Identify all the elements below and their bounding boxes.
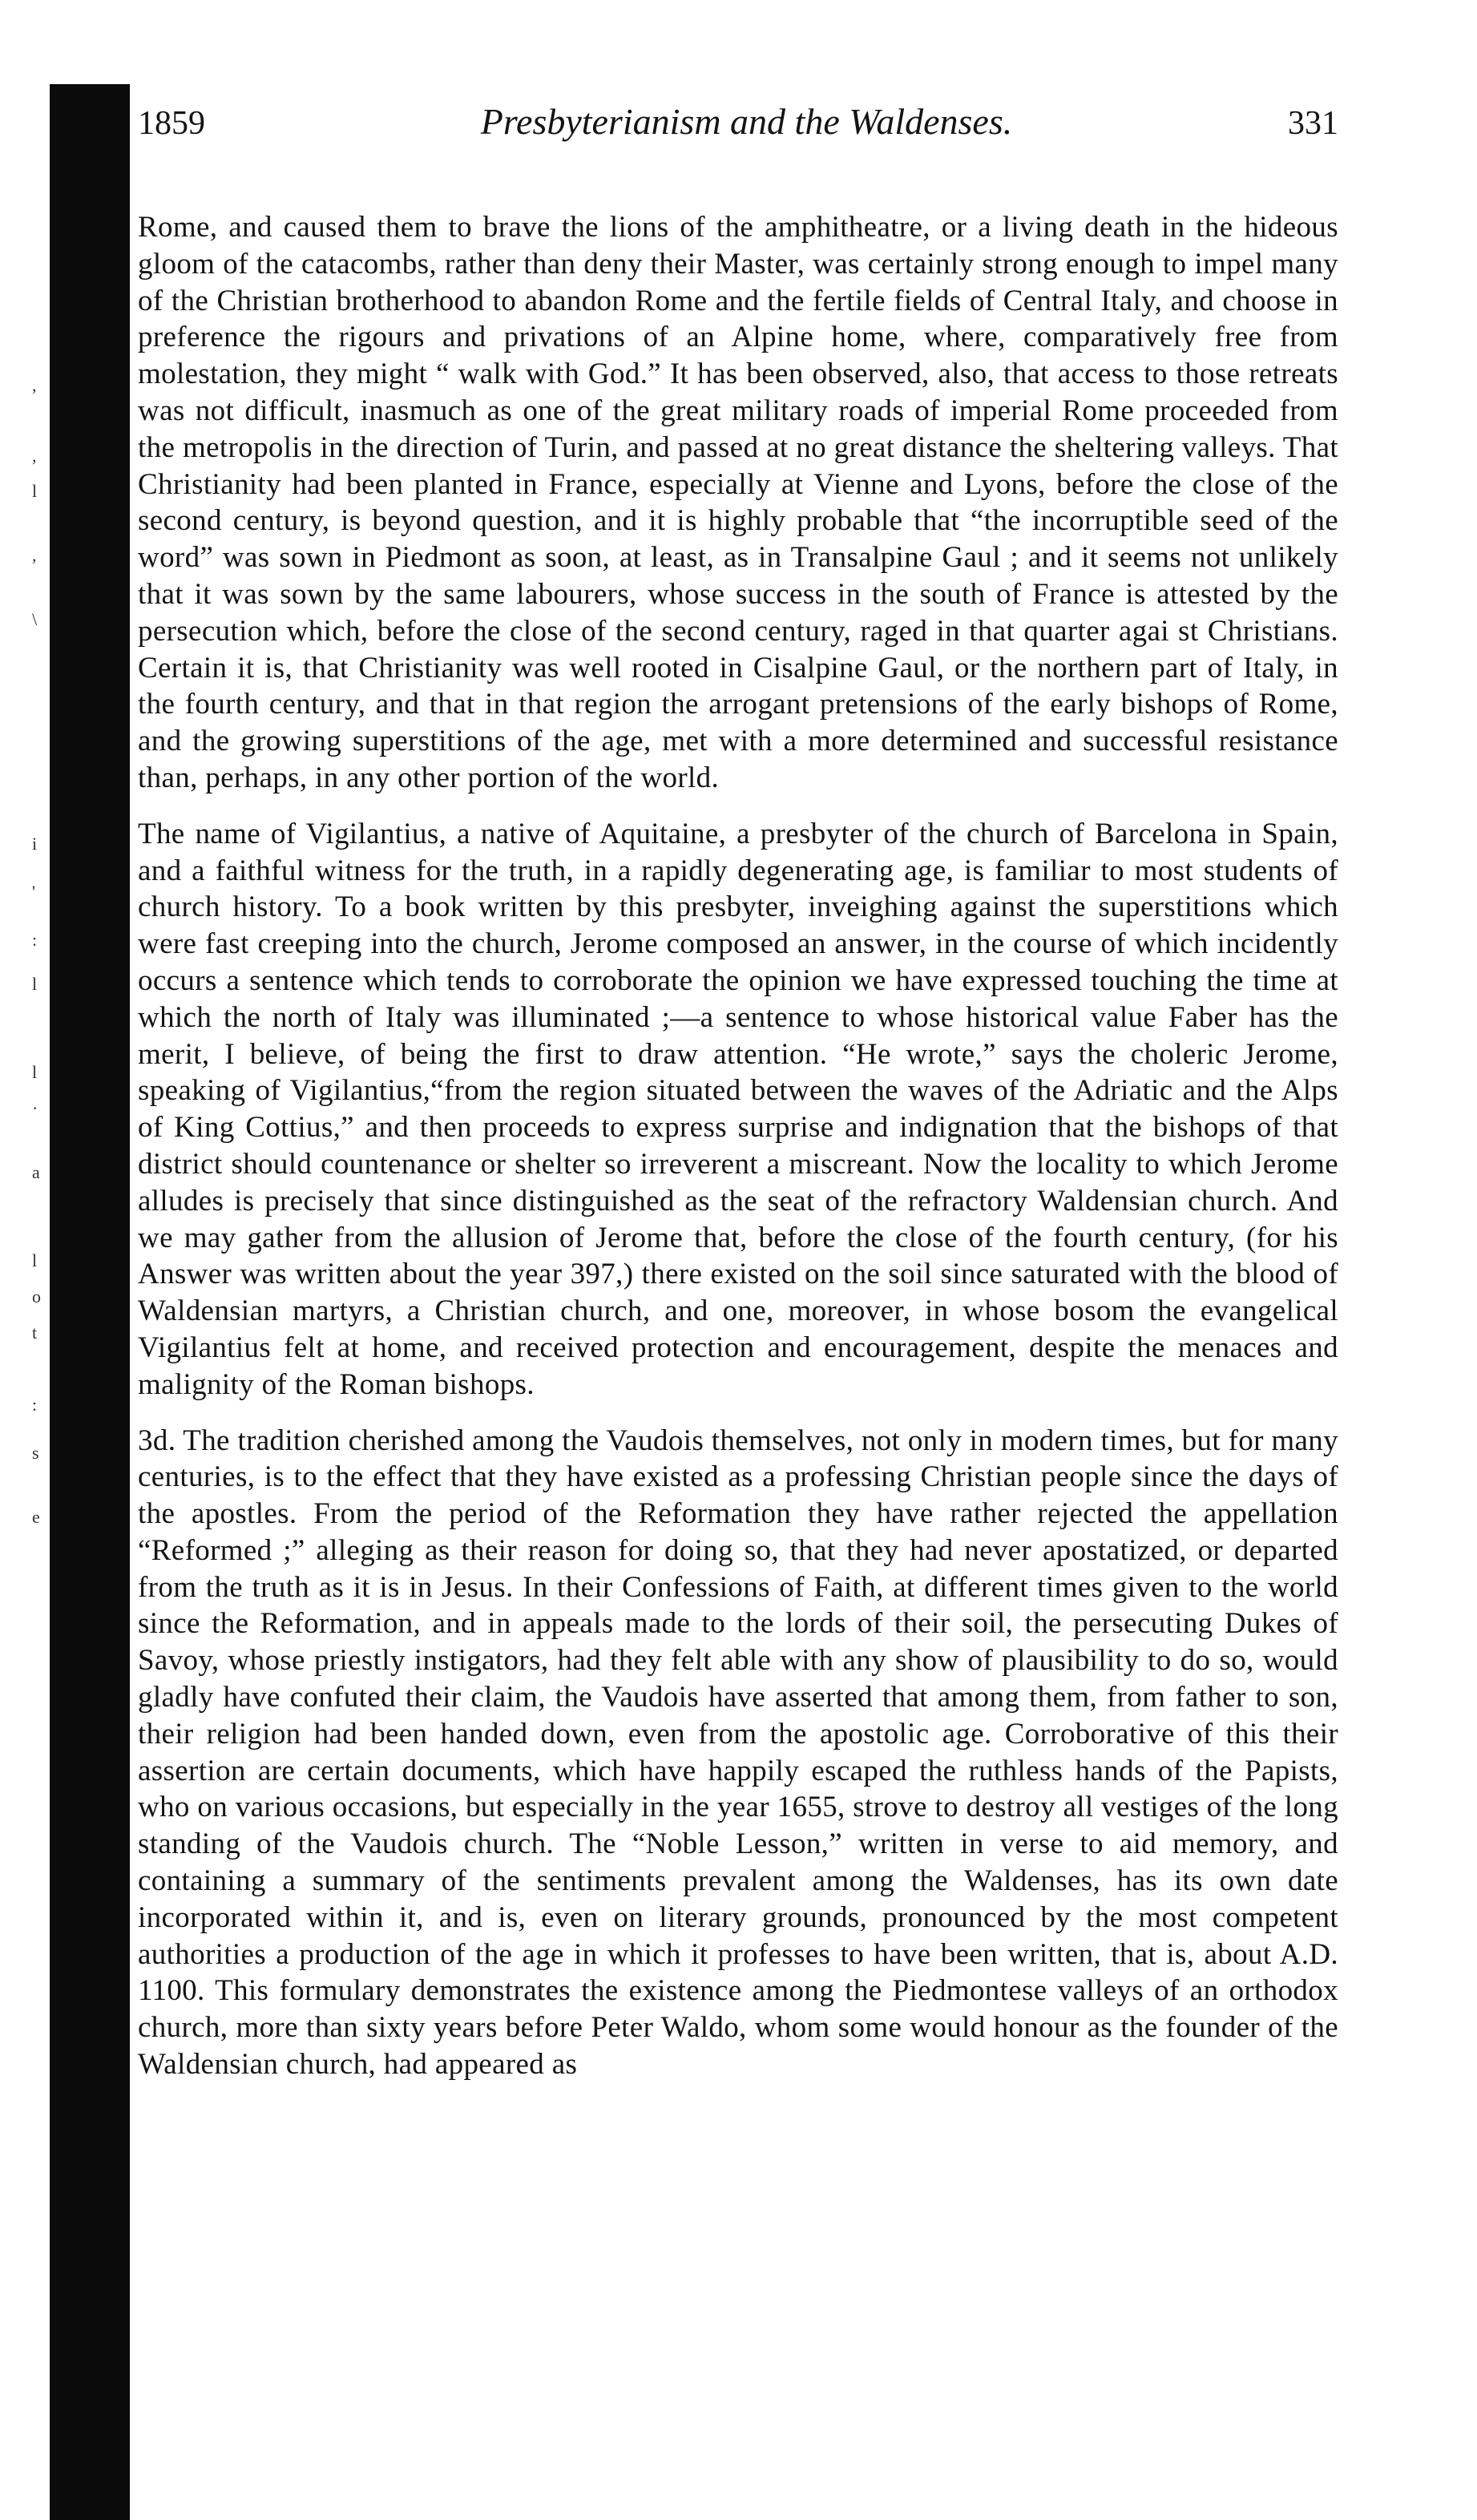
margin-mark: l	[32, 1062, 38, 1082]
margin-mark: e	[32, 1507, 40, 1527]
margin-mark: t	[32, 1323, 38, 1343]
text-body	[138, 209, 1338, 2083]
margin-mark: l	[32, 481, 38, 501]
header-year: 1859	[138, 105, 205, 142]
margin-mark: a	[32, 1162, 40, 1182]
margin-mark: i	[32, 834, 38, 854]
header-title: Presbyterianism and the Waldenses.	[480, 101, 1013, 142]
margin-mark: '	[32, 882, 35, 902]
margin-mark: :	[32, 930, 38, 950]
running-head	[138, 100, 1338, 156]
binding-edge	[50, 84, 130, 2520]
margin-mark: ·	[32, 1098, 38, 1118]
paragraph: The name of Vigilantius, a native of Aquitaine, a presbyter of the church of Barcelona in Spain, and a faithful witness for the truth, in a rapidly degenerating age, is familiar to most students of church history. To a book written by this presbyter, inveighing against the superstitions which were fast creeping into the church, Jerome composed an answer, in the course of which incidently occurs a sentence which tends to corroborate the opinion we have expressed touching the time at which the north of Italy was illuminated ;—a sentence to whose historical value Faber has the merit, I believe, of being the first to draw attention. “He wrote,” says the choleric Jerome, speaking of Vigilantius,“from the region situated between the waves of the Adriatic and the Alps of King Cottius,” and then proceeds to express surprise and indignation that the bishops of that district should countenance or shelter so irreverent a miscreant. Now the locality to which Jerome alludes is precisely that since distinguished as the seat of the refractory Waldensian church. And we may gather from the allusion of Jerome that, before the close of the fourth century, (for his Answer was written about the year 397,) there existed on the soil since saturated with the blood of Waldensian martyrs, a Christian church, and one, moreover, in whose bosom the evangelical Vigilantius felt at home, and received protection and encouragement, despite the menaces and malignity of the Roman bishops.	[138, 817, 1338, 1401]
left-margin-marks	[0, 0, 50, 2520]
margin-mark: \	[32, 609, 38, 629]
margin-mark: s	[32, 1443, 39, 1463]
paragraph: Rome, and caused them to brave the lions of the amphitheatre, or a living death in the hideous gloom of the catacombs, rather than deny their Master, was certainly strong enough to impel many of the Christian brotherhood to abandon Rome and the fertile fields of Central Italy, and choose in preference the rigours and privations of an Alpine home, where, comparatively free from molestation, they might “ walk with God.” It has been observed, also, that access to those retreats was not difficult, inasmuch as one of the great military roads of imperial Rome proceeded from the metropolis in the direction of Turin, and passed at no great distance the sheltering valleys. That Christianity had been planted in France, especially at Vienne and Lyons, before the close of the second century, is beyond question, and it is highly probable that “the incorruptible seed of the word” was sown in Piedmont as soon, at least, as in Transalpine Gaul ; and it seems not unlikely that it was sown by the same labourers, whose success in the south of France is attested by the persecution which, before the close of the second century, raged in that quarter agai st Christians. Certain it is, that Christianity was well rooted in Cisalpine Gaul, or the northern part of Italy, in the fourth century, and that in that region the arrogant pretensions of the early bishops of Rome, and the growing superstitions of the age, met with a more determined and successful resistance than, perhaps, in any other portion of the world.	[138, 211, 1338, 794]
margin-mark: ,	[32, 446, 37, 466]
paragraph: 3d. The tradition cherished among the Vaudois themselves, not only in modern times, but for many centuries, is to the effect that they have existed as a professing Christian people since the days of the apostles. From the period of the Reformation they have rather rejected the appellation “Reformed ;” alleging as their reason for doing so, that they had never apostatized, or departed from the truth as it is in Jesus. In their Confessions of Faith, at different times given to the world since the Reformation, and in appeals made to the lords of their soil, the persecuting Dukes of Savoy, whose priestly instigators, had they felt able with any show of plausibility to do so, would gladly have confuted their claim, the Vaudois have asserted that among them, from father to son, their religion had been handed down, even from the apostolic age. Corroborative of this their assertion are certain documents, which have happily escaped the ruthless hands of the Papists, who on various occasions, but especially in the year 1655, strove to destroy all vestiges of the long standing of the Vaudois church. The “Noble Lesson,” written in verse to aid memory, and containing a summary of the sentiments prevalent among the Waldenses, has its own date incorporated within it, and is, even on literary grounds, pronounced by the most competent authorities a production of the age in which it professes to have been written, that is, about A.D. 1100. This formulary demonstrates the existence among the Piedmontese valleys of an orthodox church, more than sixty years before Peter Waldo, whom some would honour as the founder of the Waldensian church, had appeared as	[138, 1424, 1338, 2082]
margin-mark: :	[32, 1395, 38, 1415]
margin-mark: ,	[32, 545, 37, 565]
margin-mark: ,	[32, 375, 37, 395]
book-page	[138, 100, 1338, 2083]
page-number: 331	[1288, 105, 1338, 142]
margin-mark: l	[32, 974, 38, 994]
margin-mark: l	[32, 1250, 38, 1270]
margin-mark: o	[32, 1286, 41, 1306]
